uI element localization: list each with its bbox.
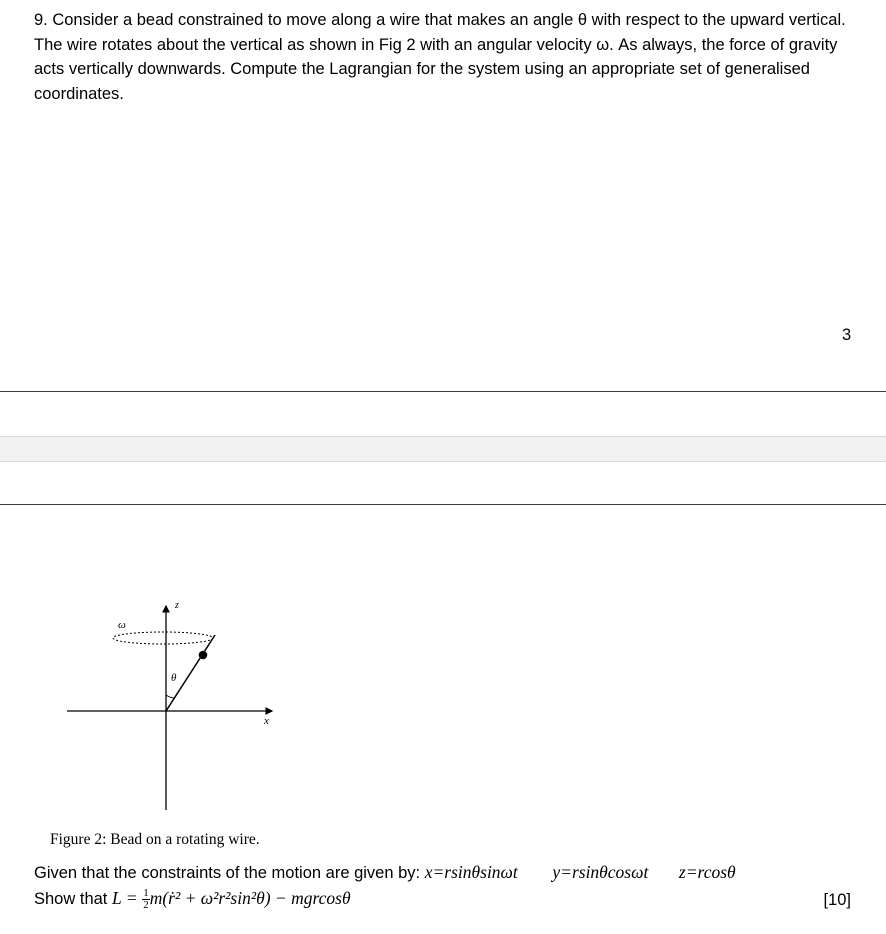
x-constraint: x=rsinθsinωt [424,862,518,882]
page-bottom-divider [0,391,886,392]
constraints-line [34,862,736,883]
theta-label: θ [171,672,177,684]
z-label: z [175,600,179,611]
rotation-circle [113,632,213,644]
show-that-line [34,888,351,911]
z-constraint: z=rcosθ [678,862,736,882]
page-number: 3 [842,326,852,344]
page-gap [0,436,886,462]
question-text: 9. Consider a bead constrained to move along a wire that makes an angle θ with respect to the upward vertical. The wire rotates about the vertical as shown in Fig 2 with an angular velocity ω. As always, the force of gravity acts vertically downwards. Compute the Lagrangian for the system using an appropriate set of generalised coordinates. [34,11,846,103]
lagrangian-rhs: m(ṙ² + ω²r²sin²θ) − mgrcosθ [149,888,351,908]
constraints-intro: Given that the constraints of the motion are given by: [34,864,421,882]
y-constraint: y=rsinθcosωt [552,862,649,882]
lagrangian-lhs: L = [111,888,138,908]
marks-allocation: [10] [823,891,851,909]
show-that-label: Show that [34,890,108,908]
omega-label: ω [118,619,126,631]
page-top-divider [0,504,886,505]
theta-arc [166,695,175,698]
half-fraction [142,888,150,911]
rotating-wire-figure [60,590,300,815]
fraction-denominator: 2 [143,899,149,912]
x-label: x [264,715,269,727]
fraction-numerator: 1 [143,887,149,900]
bead [199,651,208,660]
figure-caption: Figure 2: Bead on a rotating wire. [50,831,260,848]
